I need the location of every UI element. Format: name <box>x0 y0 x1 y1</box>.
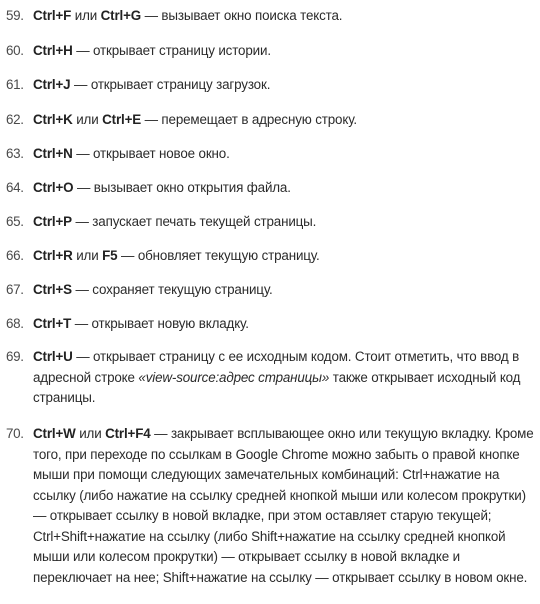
description: — открывает новую вкладку. <box>71 316 249 331</box>
description: — открывает новое окно. <box>72 146 230 161</box>
item-number: 61. <box>6 77 24 92</box>
url-example: «view-source:адрес страницы» <box>138 369 330 385</box>
list-item <box>6 178 536 199</box>
description: также открывает исходный код страницы. <box>33 369 521 405</box>
item-number: 67. <box>6 282 24 297</box>
list-item <box>6 41 536 62</box>
shortcut-key: Ctrl+K <box>33 112 73 127</box>
list-item <box>6 246 536 267</box>
item-number: 62. <box>6 112 24 127</box>
shortcut-key: Ctrl+S <box>33 282 72 297</box>
separator: или <box>72 112 103 127</box>
item-text <box>33 212 536 233</box>
item-text <box>33 75 536 96</box>
list-item <box>6 212 536 233</box>
item-text <box>33 110 536 131</box>
list-item <box>6 110 536 131</box>
shortcut-key: Ctrl+E <box>102 112 142 127</box>
shortcut-key: Ctrl+T <box>33 316 72 331</box>
item-number: 60. <box>6 43 24 58</box>
item-text <box>33 178 536 199</box>
item-text <box>33 144 536 165</box>
list-item <box>6 6 536 27</box>
shortcut-key: Ctrl+G <box>100 8 142 23</box>
list-item <box>6 75 536 96</box>
separator: или <box>72 248 103 263</box>
item-number: 63. <box>6 146 24 161</box>
description: — обновляет текущую страницу. <box>117 248 320 263</box>
item-text <box>33 6 536 27</box>
shortcut-key: Ctrl+P <box>33 214 72 229</box>
shortcut-key: Ctrl+J <box>33 77 71 92</box>
item-number: 69. <box>6 349 24 364</box>
description: — открывает страницу с ее исходным кодом. Стоит отметить, что ввод в адресной строке <box>33 349 520 385</box>
item-number: 66. <box>6 248 24 263</box>
item-text <box>33 347 536 409</box>
item-text <box>33 280 536 301</box>
shortcut-key: Ctrl+R <box>33 248 73 263</box>
list-item <box>6 424 536 588</box>
description: — запускает печать текущей страницы. <box>71 214 317 229</box>
list-item <box>6 144 536 165</box>
shortcut-key: F5 <box>102 248 118 263</box>
list-item <box>6 347 536 409</box>
shortcut-key: Ctrl+N <box>33 146 73 161</box>
shortcut-key: Ctrl+U <box>33 349 73 364</box>
item-number: 65. <box>6 214 24 229</box>
item-number: 64. <box>6 180 24 195</box>
item-number: 59. <box>6 8 24 23</box>
item-text <box>33 424 536 588</box>
shortcut-key: Ctrl+F <box>33 8 72 23</box>
description: — вызывает окно открытия файла. <box>73 180 291 195</box>
list-item <box>6 280 536 301</box>
shortcut-key: Ctrl+H <box>33 43 73 58</box>
separator: или <box>75 426 106 441</box>
separator: или <box>71 8 101 23</box>
list-item <box>6 314 536 335</box>
description: — открывает страницу загрузок. <box>70 77 271 92</box>
description: — вызывает окно поиска текста. <box>141 8 343 23</box>
shortcut-key: Ctrl+W <box>33 426 76 441</box>
item-text <box>33 246 536 267</box>
shortcut-key: Ctrl+F4 <box>105 426 151 441</box>
item-number: 68. <box>6 316 24 331</box>
description: — открывает страницу истории. <box>72 43 271 58</box>
shortcut-key: Ctrl+O <box>33 180 74 195</box>
item-text <box>33 41 536 62</box>
description: — сохраняет текущую страницу. <box>71 282 273 297</box>
item-number: 70. <box>6 426 24 441</box>
description: — закрывает всплывающее окно или текущую вкладку. Кроме того, при переходе по ссылкам в Google Chrome можно забыть о правой кнопке мыши при помощи следующих замечательных комбинаций: Ctrl+нажатие на ссылку (либо нажатие на ссылку средней кнопкой мыши или колесом прокрутки) — открывает ссылку в новой вкладке, при этом оставляет старую текущей; Ctrl+Shift+нажатие на ссылку (либо Shift+нажатие на ссылку средней кнопкой мыши или колесом прокрутки) — открывает ссылку в новой вкладке и переключает на нее; Shift+нажатие на ссылку — открывает ссылку в новом окне. <box>33 426 534 585</box>
description: — перемещает в адресную строку. <box>141 112 357 127</box>
item-text <box>33 314 536 335</box>
